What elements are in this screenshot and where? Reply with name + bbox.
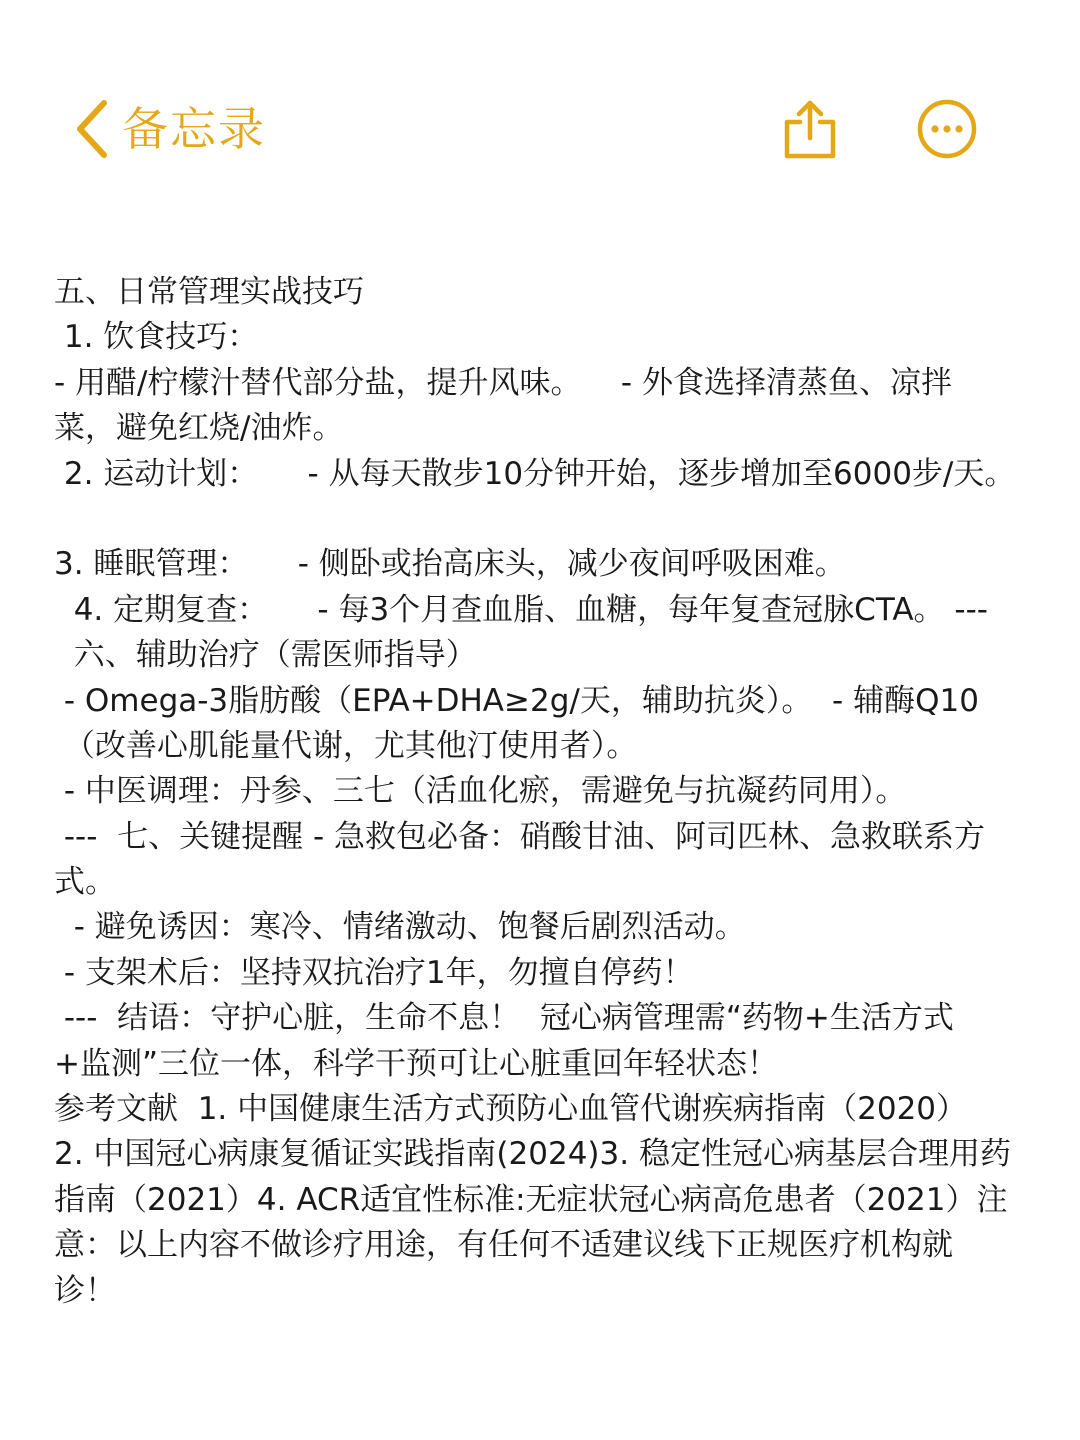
back-label: 备忘录 [122,102,266,156]
more-icon [916,98,978,160]
note-line: - 支架术后：坚持双抗治疗1年，勿擅自停药！ [54,954,694,991]
share-icon [782,98,838,160]
navigation-bar [0,0,1080,200]
note-body[interactable] [54,270,1044,1314]
share-button[interactable] [782,98,838,160]
note-line: - 用醋/柠檬汁替代部分盐，提升风味。 - 外食选择清蒸鱼、凉拌 [54,364,952,401]
note-line: 参考文献 1. 中国健康生活方式预防心血管代谢疾病指南（2020） [54,1091,968,1128]
note-line: 式。 [54,864,116,901]
note-line: 六、辅助治疗（需医师指导） [54,637,477,674]
note-line: 2. 运动计划： - 从每天散步10分钟开始，逐步增加至6000步/天。 [54,455,1016,492]
note-line: 菜，避免红烧/油炸。 [54,410,344,447]
note-line: 诊！ [54,1272,116,1309]
note-line: - 中医调理：丹参、三七（活血化瘀，需避免与抗凝药同用）。 [54,773,907,810]
note-line: - 避免诱因：寒冷、情绪激动、饱餐后剧烈活动。 [54,909,746,946]
note-line: （改善心肌能量代谢，尤其他汀使用者）。 [54,727,638,764]
note-line: 指南（2021）4. ACR适宜性标准:无症状冠心病高危患者（2021）注 [54,1181,1008,1218]
chevron-left-icon [72,99,110,159]
note-line: --- 结语：守护心脏，生命不息！ 冠心病管理需“药物+生活方式 [54,1000,954,1037]
note-line: 1. 饮食技巧： [54,319,259,356]
note-blank-line [54,497,1044,542]
note-line: --- 七、关键提醒 - 急救包必备：硝酸甘油、阿司匹林、急救联系方 [54,818,986,855]
note-line: 五、日常管理实战技巧 [54,274,364,310]
note-line: +监测”三位一体，科学干预可让心脏重回年轻状态！ [54,1045,779,1082]
back-button[interactable] [72,96,266,162]
note-line: 3. 睡眠管理： - 侧卧或抬高床头，减少夜间呼吸困难。 [54,546,846,583]
note-line: - Omega-3脂肪酸（EPA+DHA≥2g/天，辅助抗炎）。 - 辅酶Q10 [54,682,979,719]
more-button[interactable] [916,98,978,160]
note-line: 4. 定期复查： - 每3个月查血脂、血糖，每年复查冠脉CTA。 --- [54,591,988,628]
note-line: 意：以上内容不做诊疗用途，有任何不适建议线下正规医疗机构就 [54,1227,953,1264]
note-line: 2. 中国冠心病康复循证实践指南(2024)3. 稳定性冠心病基层合理用药 [54,1136,1011,1173]
